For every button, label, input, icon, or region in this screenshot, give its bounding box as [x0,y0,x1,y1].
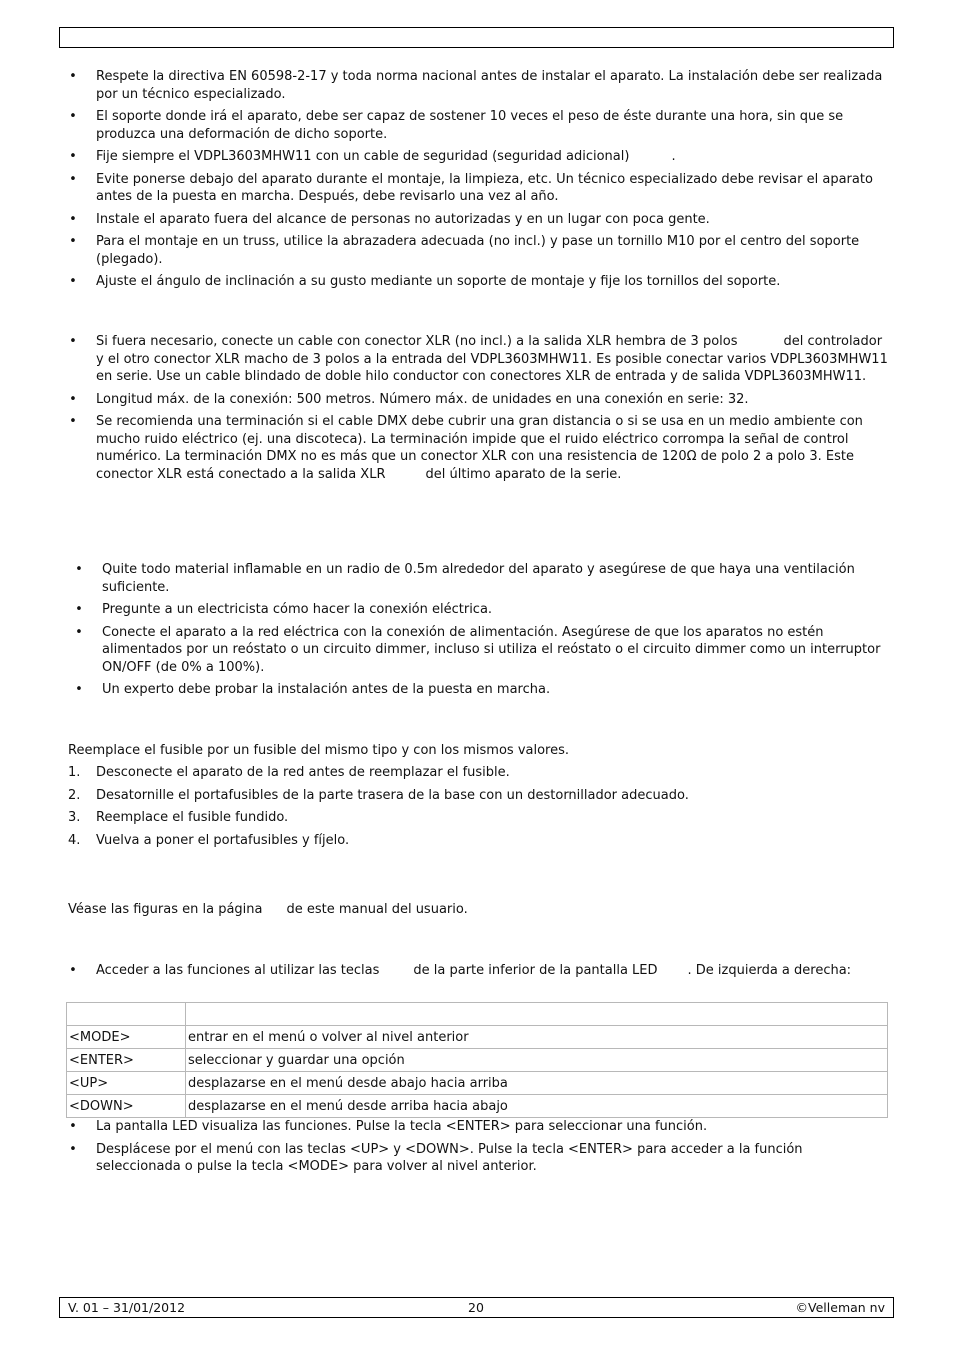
keys-table [66,1002,888,1118]
bullet-icon: • [75,682,83,697]
figures-reference: Véase las figuras en la página de este manual del usuario. [68,902,468,917]
bullet-icon: • [69,391,77,407]
key-mode: <MODE> [67,1026,186,1049]
list-item: 3. Reemplace el fusible fundido. [68,810,289,825]
install-list [69,68,888,296]
list-item: 2. Desatornille el portafusibles de la parte trasera de la base con un destornillador adecuado. [68,787,689,803]
fuse-steps [68,764,888,854]
bullet-icon: • [75,602,83,617]
footer [59,1297,894,1318]
bullet-icon: • [69,234,77,249]
power-list [75,561,888,704]
bullet-icon: • [69,1119,77,1134]
key-up: <UP> [67,1072,186,1095]
list-item: • Si fuera necesario, conecte un cable con conector XLR (no incl.) a la salida XLR hembra de 3 polos del controlador y el otro conector XLR macho de 3 polos a la entrada del VDPL3603MHW11. Es posible conectar varios VDPL3603MHW11 en serie. Use un cable blindado de doble hilo conductor con conectores XLR de entrada y de salida VDPL3603MHW11. [69,334,888,384]
key-down: <DOWN> [67,1095,186,1118]
table-row [67,1003,888,1026]
bullet-icon: • [69,963,77,978]
list-item: • La pantalla LED visualiza las funciones. Pulse la tecla <ENTER> para seleccionar una función. [69,1119,708,1134]
list-item: • El soporte donde irá el aparato, debe ser capaz de sostener 10 veces el peso de éste durante una hora, sin que se produzca una deformación de dicho soporte. [69,109,844,142]
list-item: • Longitud máx. de la conexión: 500 metros. Número máx. de unidades en una conexión en serie: 32. [69,391,749,407]
header-box [59,27,894,48]
bullet-icon: • [69,414,77,429]
list-item: • Conecte el aparato a la red eléctrica con la conexión de alimentación. Asegúrese de que los aparatos no estén alimentados por un reóstato o un circuito dimmer, incluso si utiliza el reóstato o el circuito dimmer como un interruptor ON/OFF (de 0% a 100%). [75,624,881,675]
bullet-icon: • [75,562,83,577]
footer-version: V. 01 – 31/01/2012 [68,1300,186,1315]
bullet-icon: • [69,274,77,289]
bullet-icon: • [75,624,83,640]
footer-page-number: 20 [468,1300,484,1315]
list-item: 4. Vuelva a poner el portafusibles y fíjelo. [68,832,350,848]
table-row: <UP> desplazarse en el menú desde abajo hacia arriba [67,1072,888,1095]
list-item: 1. Desconecte el aparato de la red antes de reemplazar el fusible. [68,765,510,780]
list-item: • Ajuste el ángulo de inclinación a su gusto mediante un soporte de montaje y fije los tornillos del soporte. [69,274,781,289]
list-item: • Fije siempre el VDPL3603MHW11 con un cable de seguridad (seguridad adicional) . [69,149,676,164]
table-row: <ENTER> seleccionar y guardar una opción [67,1049,888,1072]
functions-usage-list [69,1118,888,1181]
list-item: • Acceder a las funciones al utilizar las teclas de la parte inferior de la pantalla LED . De izquierda a derecha: [69,963,852,978]
bullet-icon: • [69,211,77,227]
functions-intro-list [69,962,888,985]
list-item: • Un experto debe probar la instalación antes de la puesta en marcha. [75,682,551,697]
bullet-icon: • [69,109,77,124]
fuse-intro: Reemplace el fusible por un fusible del mismo tipo y con los mismos valores. [68,743,570,758]
bullet-icon: • [69,69,77,84]
table-row: <DOWN> desplazarse en el menú desde arriba hacia abajo [67,1095,888,1118]
footer-copyright: ©Velleman nv [795,1300,885,1315]
list-item: • Instale el aparato fuera del alcance de personas no autorizadas y en un lugar con poca gente. [69,211,710,227]
key-enter: <ENTER> [67,1049,186,1072]
dmx-list [69,333,888,488]
list-item: • Para el montaje en un truss, utilice la abrazadera adecuada (no incl.) y pase un tornillo M10 por el centro del soporte (plegado). [69,234,860,267]
list-item: • Pregunte a un electricista cómo hacer la conexión eléctrica. [75,602,493,617]
list-item: • Respete la directiva EN 60598-2-17 y toda norma nacional antes de instalar el aparato. La instalación debe ser realizada por un técnico especializado. [69,69,883,102]
list-item: • Quite todo material inflamable en un radio de 0.5m alrededor del aparato y asegúrese de que haya una ventilación suficiente. [75,562,855,595]
bullet-icon: • [69,149,77,164]
bullet-icon: • [69,171,77,187]
table-row: <MODE> entrar en el menú o volver al nivel anterior [67,1026,888,1049]
list-item: • Evite ponerse debajo del aparato durante el montaje, la limpieza, etc. Un técnico especializado debe revisar el aparato antes de la puesta en marcha. Después, debe revisarlo una vez al año. [69,171,873,204]
list-item: • Se recomienda una terminación si el cable DMX debe cubrir una gran distancia o si se usa en un medio ambiente con mucho ruido eléctrico (ej. una discoteca). La terminación impide que el ruido eléctrico corrompa la señal de control numérico. La terminación DMX no es más que un conector XLR con una resistencia de 120Ω de polo 2 a polo 3. Este conector XLR está conectado a la salida XLR del último aparato de la serie. [69,414,863,482]
bullet-icon: • [69,1141,77,1157]
list-item: • Desplácese por el menú con las teclas <UP> y <DOWN>. Pulse la tecla <ENTER> para acceder a la función seleccionada o pulse la tecla <MODE> para volver al nivel anterior. [69,1141,803,1174]
bullet-icon: • [69,334,77,349]
